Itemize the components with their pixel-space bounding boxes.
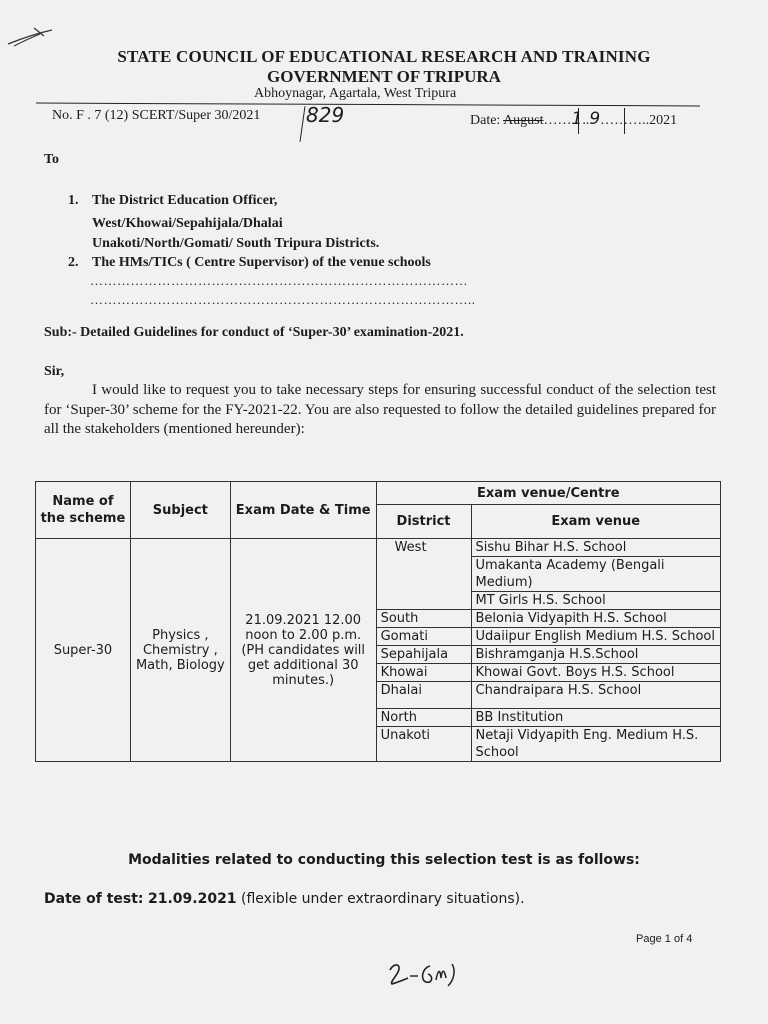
recipient-1-line3: Unakoti/North/Gomati/ South Tripura Districts. <box>92 236 380 251</box>
dotted-line-2: ………………………………………………………………………….. <box>90 292 476 307</box>
date-of-test <box>44 891 525 907</box>
date-slash-2 <box>624 108 625 134</box>
venue-sepahijala: Bishramganja H.S.School <box>471 646 721 664</box>
reference-number: No. F . 7 (12) SCERT/Super 30/2021 <box>52 108 261 123</box>
recipient-1-line2: West/Khowai/Sepahijala/Dhalai <box>92 216 283 231</box>
subject-line: Sub:- Detailed Guidelines for conduct of ‘Super-30’ examination-2021. <box>44 325 464 340</box>
date-struck-month: August <box>503 113 544 128</box>
venue-west-1: Sishu Bihar H.S. School <box>471 539 721 557</box>
date-of-test-label: Date of test: <box>44 891 144 907</box>
col-header-venue-group: Exam venue/Centre <box>376 482 720 505</box>
col-header-subject: Subject <box>130 482 230 539</box>
col-header-date: Exam Date & Time <box>230 482 376 539</box>
district-north: North <box>376 709 471 727</box>
date-day: 1 <box>571 109 583 129</box>
handwritten-signature <box>386 958 460 992</box>
modalities-heading: Modalities related to conducting this selection test is as follows: <box>128 852 640 868</box>
venue-west-2: Umakanta Academy (Bengali Medium) <box>471 557 721 592</box>
recipient-1-number: 1. <box>68 193 79 208</box>
body-paragraph: I would like to request you to take necessary steps for ensuring successful conduct of the selection test for ‘Super-30’ scheme for the FY-2021-22. You are also requested to follow the detailed guidelines prepared for all the stakeholders (mentioned hereunder): <box>44 382 716 437</box>
recipient-1-line1: The District Education Officer, <box>92 193 278 208</box>
header-address: Abhoynagar, Agartala, West Tripura <box>254 86 457 101</box>
district-west: West <box>376 539 471 610</box>
district-south: South <box>376 610 471 628</box>
venue-unakoti: Netaji Vidyapith Eng. Medium H.S. School <box>471 727 721 762</box>
date-slash-1 <box>578 108 579 134</box>
date-of-test-note: (flexible under extraordinary situations). <box>241 891 525 907</box>
district-gomati: Gomati <box>376 628 471 646</box>
col-header-scheme: Name of the scheme <box>36 482 131 539</box>
district-unakoti: Unakoti <box>376 727 471 762</box>
district-sepahijala: Sepahijala <box>376 646 471 664</box>
date-of-test-value: 21.09.2021 <box>147 891 237 907</box>
recipient-2-number: 2. <box>68 255 79 270</box>
header-title-line2: GOVERNMENT OF TRIPURA <box>267 67 501 86</box>
page-number: Page 1 of 4 <box>636 933 693 945</box>
exam-venue-table <box>35 481 721 762</box>
date-month: 9 <box>589 109 601 129</box>
dotted-line-1: ………………………………………………………………………… <box>90 273 468 288</box>
venue-khowai: Khowai Govt. Boys H.S. School <box>471 664 721 682</box>
district-khowai: Khowai <box>376 664 471 682</box>
handwritten-slash <box>299 106 305 142</box>
recipient-2-line1: The HMs/TICs ( Centre Supervisor) of the venue schools <box>92 255 431 270</box>
venue-gomati: Udaiipur English Medium H.S. School <box>471 628 721 646</box>
venue-dhalai: Chandraipara H.S. School <box>471 682 721 709</box>
handwritten-reference-number: 829 <box>306 103 345 127</box>
salutation: Sir, <box>44 364 65 379</box>
date-label: Date: <box>470 113 501 128</box>
venue-south: Belonia Vidyapith H.S. School <box>471 610 721 628</box>
cell-datetime: 21.09.2021 12.00 noon to 2.00 p.m. (PH candidates will get additional 30 minutes.) <box>230 539 376 762</box>
header-rule <box>36 103 700 107</box>
letter-date: Date: August……1..9………..2021 <box>470 109 678 129</box>
venue-north: BB Institution <box>471 709 721 727</box>
date-year: 2021 <box>649 113 678 128</box>
venue-west-3: MT Girls H.S. School <box>471 592 721 610</box>
addressee-to: To <box>44 152 60 167</box>
col-header-district: District <box>376 505 471 539</box>
district-dhalai: Dhalai <box>376 682 471 709</box>
cell-scheme: Super-30 <box>36 539 131 762</box>
header-title-line1: STATE COUNCIL OF EDUCATIONAL RESEARCH AND TRAINING <box>117 47 651 66</box>
cell-subject: Physics , Chemistry , Math, Biology <box>130 539 230 762</box>
col-header-venue: Exam venue <box>471 505 721 539</box>
